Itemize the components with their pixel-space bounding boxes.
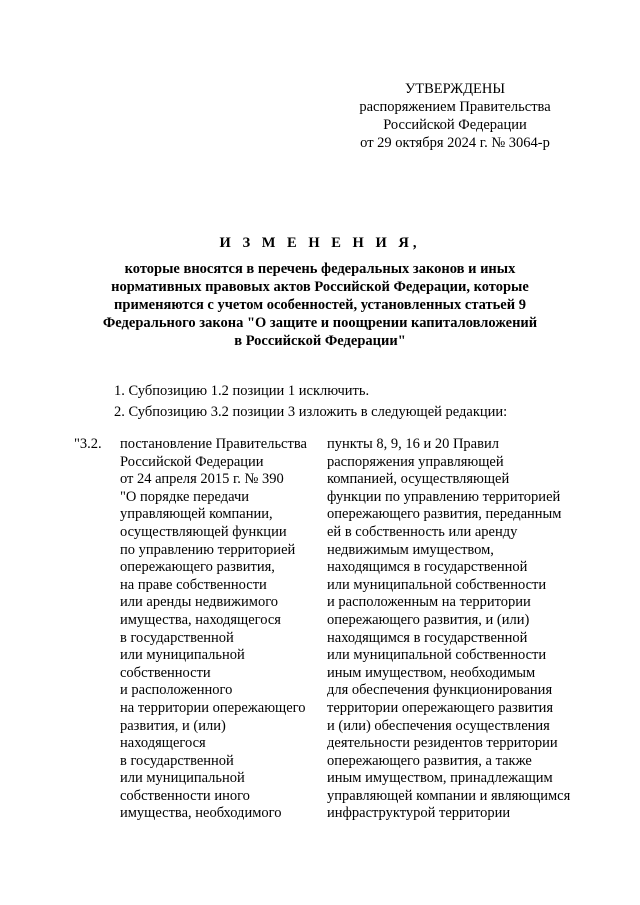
table-cell-line: инфраструктурой территории (327, 805, 511, 822)
table-cell-line: распоряжения управляющей (327, 453, 504, 470)
title-line: применяются с учетом особенностей, установленных статьей 9 (114, 297, 526, 313)
table-cell-line: постановление Правительства (120, 436, 307, 452)
table-cell-line: развития, и (или) (120, 717, 226, 734)
table-cell-line: и (или) обеспечения осуществления (327, 717, 550, 734)
table-cell-line: опережающего развития, переданным (327, 506, 562, 523)
approval-block (330, 80, 580, 152)
table-cell-line: в государственной (120, 629, 234, 646)
table-cell-line: "О порядке передачи (120, 488, 250, 505)
table-cell-line: и расположенного (120, 682, 233, 699)
table-cell-line: по управлению территорией (120, 541, 296, 558)
table-cell-line: собственности иного (120, 787, 250, 804)
table-cell-line: находящимся в государственной (327, 629, 528, 646)
table-cell-line: опережающего развития, а также (327, 752, 532, 769)
table-cell-line: имущества, необходимого (120, 805, 282, 822)
list-item: 1. Субпозицию 1.2 позиции 1 исключить. (114, 383, 370, 399)
table-cell-line: территории опережающего развития (327, 699, 554, 716)
table-cell-line: на территории опережающего (120, 699, 306, 716)
table-cell-line: или муниципальной собственности (327, 647, 547, 664)
table-cell-line: опережающего развития, (120, 559, 275, 576)
table-cell-line: или муниципальной (120, 770, 245, 787)
table-position-number: "3.2. (74, 436, 102, 452)
title-main: И З М Е Н Е Н И Я, (219, 235, 421, 251)
table-cell-line: деятельности резидентов территории (327, 735, 558, 752)
table-cell-line: управляющей компании и являющимся (327, 787, 571, 804)
approval-line: от 29 октября 2024 г. № 3064-р (360, 135, 550, 151)
table-cell-line: собственности (120, 664, 211, 681)
table-cell-line: ей в собственность или аренду (327, 523, 518, 540)
table-cell-line: находящегося (120, 735, 206, 752)
list-item: 2. Субпозицию 3.2 позиции 3 изложить в следующей редакции: (114, 404, 508, 420)
table-cell-line: недвижимым имуществом, (327, 541, 494, 558)
table-cell-line: для обеспечения функционирования (327, 682, 553, 699)
table-column-act (120, 436, 320, 823)
title-line: в Российской Федерации" (234, 333, 406, 349)
table-cell-line: пункты 8, 9, 16 и 20 Правил (327, 436, 499, 452)
table-cell-line: или муниципальной (120, 647, 245, 664)
table-cell-line: в государственной (120, 752, 234, 769)
table-cell-line: опережающего развития, и (или) (327, 611, 530, 628)
table-cell-line: функции по управлению территорией (327, 488, 561, 505)
title-line: нормативных правовых актов Российской Федерации, которые (111, 279, 529, 295)
approval-line: Российской Федерации (383, 117, 527, 133)
table-cell-line: иным имуществом, принадлежащим (327, 770, 553, 787)
table-cell-line: управляющей компании, (120, 506, 273, 523)
table-cell-line: Российской Федерации (120, 453, 264, 470)
table-cell-line: или аренды недвижимого (120, 594, 279, 611)
approval-line: распоряжением Правительства (359, 99, 551, 115)
items-list (114, 381, 507, 423)
table-cell-line: находящимся в государственной (327, 559, 528, 576)
table-cell-line: или муниципальной собственности (327, 576, 547, 593)
title-line: Федерального закона "О защите и поощрении капиталовложений (102, 315, 538, 331)
document-title (60, 234, 580, 350)
approval-heading: УТВЕРЖДЕНЫ (404, 81, 506, 97)
table-column-provisions (327, 436, 587, 823)
table-cell-line: иным имуществом, необходимым (327, 664, 536, 681)
table-cell-line: осуществляющей функции (120, 523, 287, 540)
table-cell-line: компанией, осуществляющей (327, 471, 510, 488)
table-cell-line: на праве собственности (120, 576, 267, 593)
table-cell-line: от 24 апреля 2015 г. № 390 (120, 471, 284, 488)
title-line: которые вносятся в перечень федеральных законов и иных (124, 261, 516, 277)
table-cell-line: имущества, находящегося (120, 611, 281, 628)
table-cell-line: и расположенным на территории (327, 594, 531, 611)
